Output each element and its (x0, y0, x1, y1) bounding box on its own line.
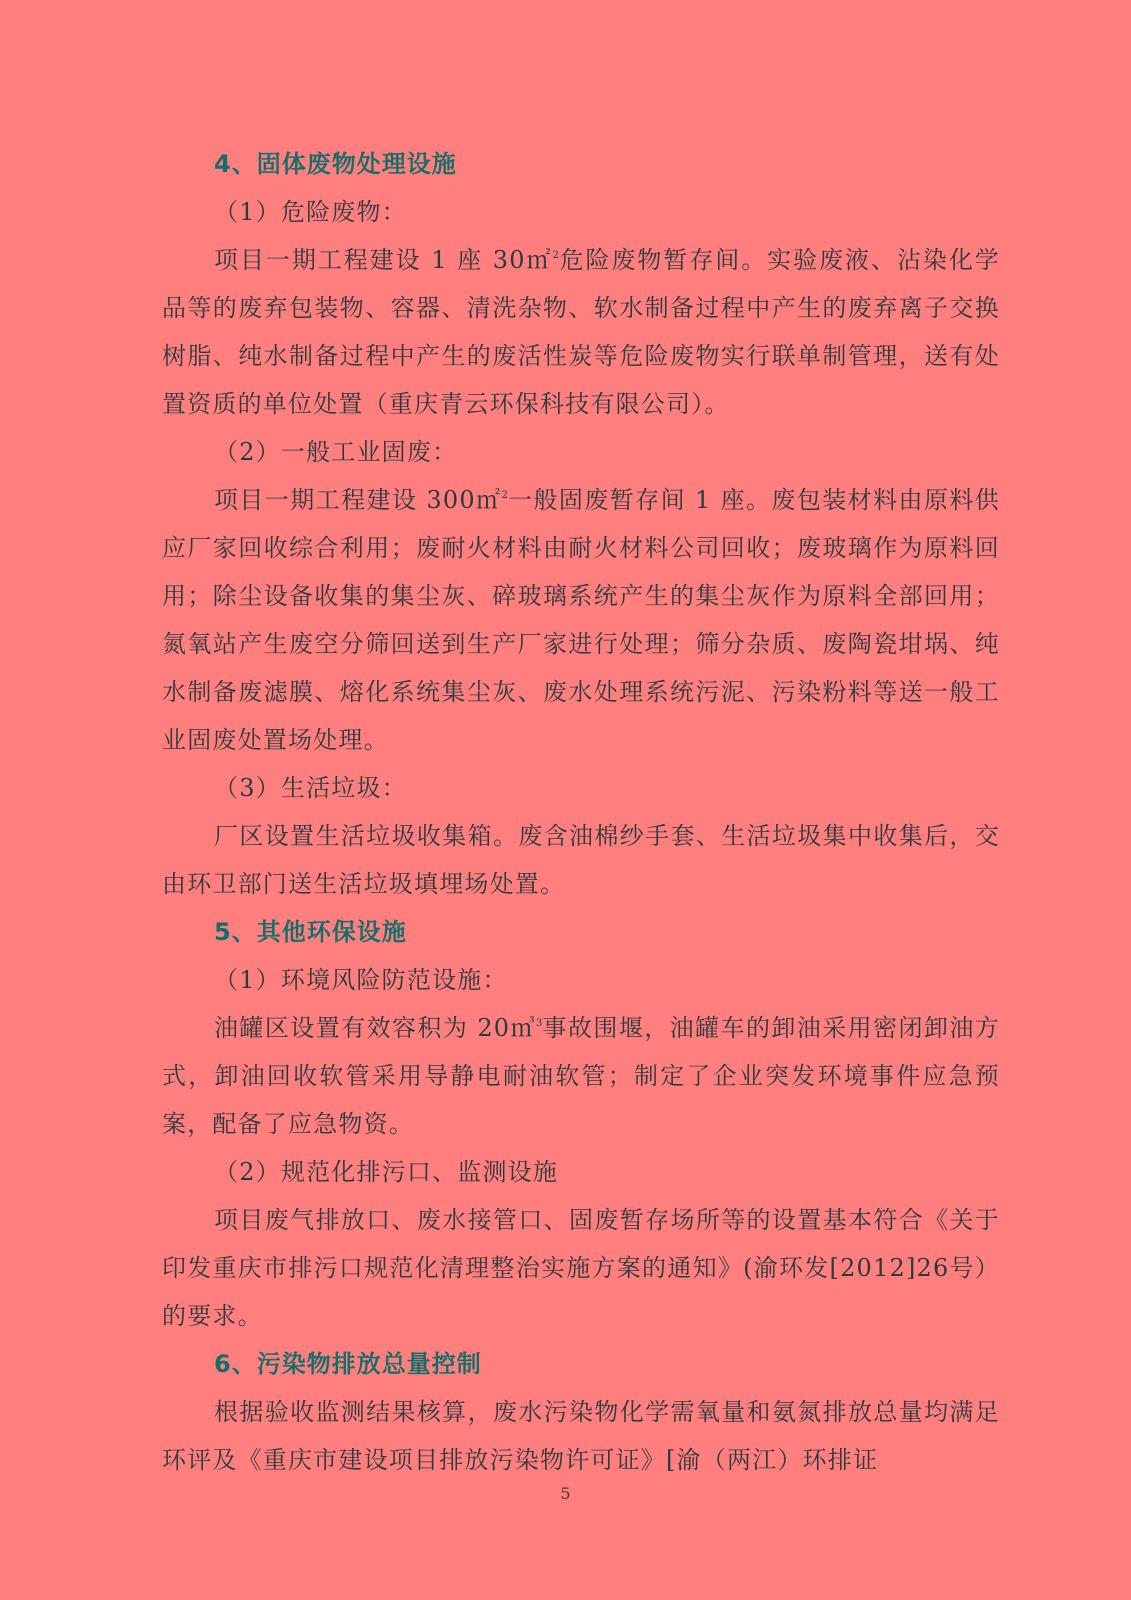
superscript-3: 3 (535, 1018, 543, 1029)
section-heading-6: 6、污染物排放总量控制 (214, 1350, 482, 1378)
paragraph-domestic-waste: 厂区设置生活垃圾收集箱。废含油棉纱手套、生活垃圾集中收集后，交由环卫部门送生活垃圾填埋场处置。 (162, 822, 1000, 898)
paragraph-hazardous-waste-part-a: 项目一期工程建设 1 座 30㎡ (214, 246, 553, 274)
paragraph-risk-prevention-part-b: 事故围堰，油罐车的卸油采用密闭卸油方式，卸油回收软管采用导静电耐油软管；制定了企业突发环境事件应急预案，配备了应急物资。 (162, 1014, 1001, 1138)
superscript-2: 2 (501, 490, 508, 501)
page-content (162, 140, 1000, 1484)
subsection-heading-hazardous-waste: （1）危险废物： (214, 198, 407, 226)
superscript-2: 2 (552, 250, 559, 261)
paragraph-total-emission-control: 根据验收监测结果核算，废水污染物化学需氧量和氨氮排放总量均满足环评及《重庆市建设项目排放污染物许可证》[渝（两江）环排证 (162, 1398, 1000, 1474)
paragraph-discharge-outlets: 项目废气排放口、废水接管口、固废暂存场所等的设置基本符合《关于印发重庆市排污口规范化清理整治实施方案的通知》(渝环发[2012]26号）的要求。 (162, 1206, 1000, 1330)
subsection-heading-domestic-waste: （3）生活垃圾： (214, 774, 407, 802)
section-heading-4: 4、固体废物处理设施 (214, 150, 457, 178)
subsection-heading-general-solid-waste: （2）一般工业固废： (214, 438, 458, 466)
paragraph-general-solid-waste (162, 476, 1000, 764)
paragraph-general-solid-waste-part-a: 项目一期工程建设 300㎡ (214, 486, 502, 514)
subsection-heading-discharge-outlets: （2）规范化排污口、监测设施 (214, 1158, 559, 1186)
paragraph-risk-prevention (162, 1004, 1000, 1148)
section-heading-5: 5、其他环保设施 (214, 918, 407, 946)
paragraph-general-solid-waste-part-b: 一般固废暂存间 1 座。废包装材料由原料供应厂家回收综合利用；废耐火材料由耐火材料公司回收；废玻璃作为原料回用；除尘设备收集的集尘灰、碎玻璃系统产生的集尘灰作为原料全部回用；氮氧站产生废空分筛回送到生产厂家进行处理；筛分杂质、废陶瓷坩埚、纯水制备废滤膜、熔化系统集尘灰、废水处理系统污泥、污染粉料等送一般工业固废处置场处理。 (162, 486, 1000, 754)
subsection-heading-risk-prevention: （1）环境风险防范设施： (214, 966, 508, 994)
page-number: 5 (560, 1484, 571, 1503)
paragraph-hazardous-waste (162, 236, 1000, 428)
paragraph-hazardous-waste-part-b: 危险废物暂存间。实验废液、沾染化学品等的废弃包装物、容器、清洗杂物、软水制备过程中产生的废弃离子交换树脂、纯水制备过程中产生的废活性炭等危险废物实行联单制管理，送有处置资质的单位处置（重庆青云环保科技有限公司）。 (162, 246, 1000, 418)
paragraph-risk-prevention-part-a: 油罐区设置有效容积为 20㎥ (214, 1014, 536, 1042)
